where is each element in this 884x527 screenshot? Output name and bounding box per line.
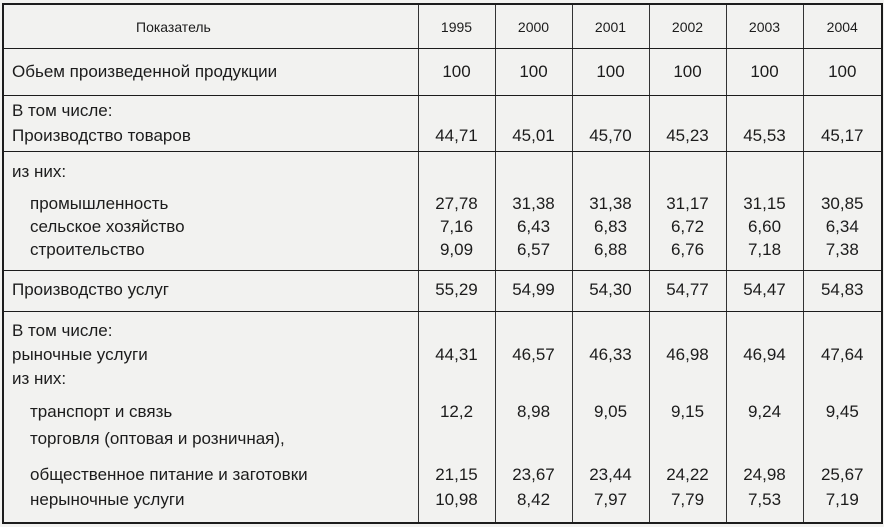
row-label: из них: [12,368,67,388]
table-cell: 54,47 [743,279,786,299]
table-cell: 54,30 [589,279,632,299]
table-cell: 6,57 [516,240,551,260]
table-cell: 45,70 [589,126,632,146]
table-row-services-breakdown [3,311,882,523]
row-label: транспорт и связь [30,401,173,421]
table-cell: 45,01 [512,126,555,146]
table-cell: 31,38 [589,194,632,214]
table-cell: 44,31 [435,344,478,364]
table-cell: 54,77 [666,279,709,299]
table-cell: 46,33 [589,344,632,364]
table-cell: 100 [519,62,548,82]
table-cell: 100 [442,62,471,82]
table-cell: 44,71 [435,126,478,146]
table-cell: 24,98 [743,464,786,484]
table-cell: 46,98 [666,344,709,364]
table-cell: 23,44 [589,464,632,484]
table-cell: 6,76 [670,240,705,260]
table-row-goods [3,96,882,152]
table-cell: 45,17 [820,126,864,146]
table-cell: 9,45 [825,401,859,421]
table-cell: 45,23 [666,126,709,146]
row-label: торговля (оптовая и розничная), [30,428,285,448]
table-cell: 12,2 [439,401,474,421]
row-label: В том числе: [12,101,113,121]
table-cell: 7,18 [747,240,782,260]
header-year: 2004 [803,4,882,49]
table-cell: 6,43 [516,217,551,237]
table-cell: 100 [673,62,702,82]
table-cell: 6,88 [593,240,628,260]
table-cell: 6,83 [593,217,628,237]
table-cell: 7,19 [825,489,859,509]
table-cell: 21,15 [435,464,478,484]
table-cell: 100 [596,62,625,82]
table-cell: 6,34 [825,217,859,237]
row-label: Обьем произведенной продукции [12,62,278,82]
header-year: 2003 [726,4,803,49]
row-label: промышленность [30,194,169,214]
table-cell: 31,38 [512,194,555,214]
table-cell: 10,98 [435,489,478,509]
table-cell: 9,09 [439,240,474,260]
table-cell: 7,38 [825,240,859,260]
row-label: сельское хозяйство [30,217,185,237]
row-label: Производство товаров [12,126,191,146]
table-cell: 23,67 [512,464,555,484]
table-cell: 27,78 [435,194,478,214]
table-cell: 7,53 [747,489,782,509]
header-indicator: Показатель [3,4,418,49]
table-cell: 25,67 [820,464,864,484]
row-label: нерыночные услуги [30,489,185,509]
table-row-goods-breakdown [3,152,882,271]
table-cell: 7,97 [593,489,628,509]
table-cell: 31,17 [666,194,709,214]
table-cell: 54,83 [820,279,864,299]
row-label: общественное питание и заготовки [30,464,308,484]
table-cell: 100 [828,62,857,82]
table-cell: 45,53 [743,126,786,146]
statistics-table [2,3,883,524]
table-row-services [3,270,882,311]
table-cell: 7,79 [670,489,705,509]
table-cell: 47,64 [820,344,864,364]
header-year: 2000 [495,4,572,49]
row-label: из них: [12,162,67,182]
row-label: строительство [30,240,145,260]
table-cell: 24,22 [666,464,709,484]
row-label: рыночные услуги [12,344,148,364]
header-year: 2002 [649,4,726,49]
table-cell: 8,42 [516,489,551,509]
table-cell: 31,15 [743,194,786,214]
table-cell: 9,05 [593,401,628,421]
table-cell: 30,85 [820,194,864,214]
header-row [3,4,882,49]
table-cell: 54,99 [512,279,555,299]
table-cell: 46,94 [743,344,786,364]
row-label: Производство услуг [12,279,169,299]
header-year: 2001 [572,4,649,49]
header-year: 1995 [418,4,495,49]
table-cell: 9,15 [670,401,705,421]
table-cell: 100 [750,62,779,82]
table-cell: 9,24 [747,401,782,421]
row-label: В том числе: [12,320,113,340]
table-cell: 7,16 [439,217,474,237]
table-cell: 46,57 [512,344,555,364]
table-cell: 6,72 [670,217,705,237]
table-cell: 6,60 [747,217,782,237]
table-cell: 8,98 [516,401,551,421]
table-row-volume [3,49,882,96]
table-cell: 55,29 [435,279,478,299]
